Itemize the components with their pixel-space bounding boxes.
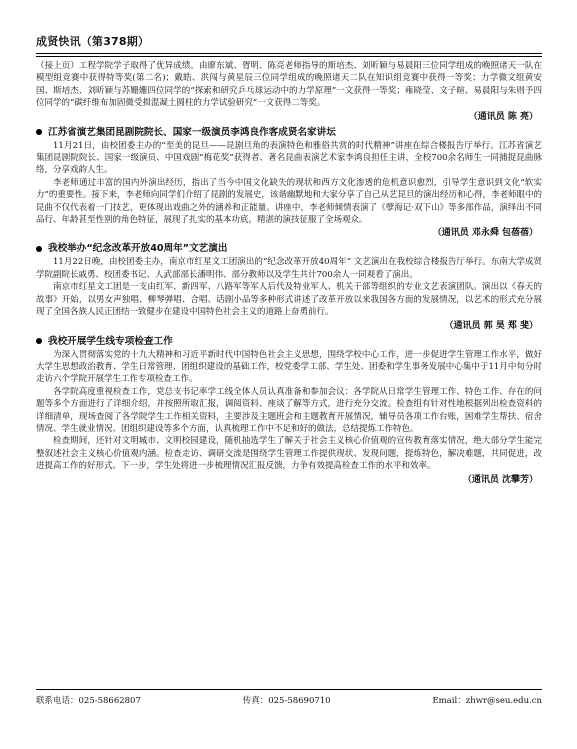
article-heading bbox=[36, 126, 542, 139]
byline: （通讯员 陈 亮） bbox=[468, 111, 538, 122]
article-paragraph: 11月22日晚，由校团委主办，南京市红星文工团演出的“纪念改革开放40周年” 文艺演出在我校综合楼报告厅举行。东南大学成贤学院副院长戚勇、校团委书记、人武部部长潘明伟、部分教师以及学生共计700余人一同观看了演出。 bbox=[36, 257, 542, 280]
footer-rule bbox=[36, 689, 542, 690]
article-heading bbox=[36, 242, 542, 255]
header-rule-thin bbox=[36, 56, 542, 57]
header-rule bbox=[36, 53, 542, 54]
newsletter-body bbox=[36, 60, 542, 489]
article-heading bbox=[36, 335, 542, 348]
byline: （通讯员 郭 昊 郑 斐） bbox=[444, 320, 538, 331]
bullet-icon bbox=[36, 246, 42, 252]
footer bbox=[36, 694, 542, 706]
article-paragraph: 检查期间，还针对文明城市、文明校园建设，随机抽选学生了解关于社会主义核心价值观的宣传教育落实情况，绝大部分学生能完整叙述社会主义核心价值观内涵。检查走访、调研交流是围绕学生管理工作提供现状、发现问题，提炼特色，解决难题，共同促进，改进提高工作的好形式。下一步，学生处将进一步梳理情况汇报反馈，力争有效提高检查工作的水平和效率。 bbox=[36, 436, 542, 472]
footer-fax: 传真：025-58690710 bbox=[242, 696, 331, 706]
byline: （通讯员 沈攀芳） bbox=[462, 474, 538, 485]
article-title: 我校开展学生线专项检查工作 bbox=[48, 335, 173, 347]
footer-phone: 联系电话：025-58662807 bbox=[36, 696, 141, 706]
article-paragraph: 南京市红星文工团是一支由红军、新四军、八路军等军人后代及特业军人、机关干部等组织的专业文艺表演团队。演出以《春天的故事》开始，以男女声独唱、柳琴弹唱、合唱、话剧小品等多种形式讲述了改革开放以来我国各方面的发展情况，以艺术的形式充分展现了全国各族人民正团结一致健步在建设中国特色社会主义的道路上奋勇前行。 bbox=[36, 282, 542, 318]
bullet-icon bbox=[36, 129, 42, 135]
article-title: 江苏省演艺集团昆剧院院长、国家一级演员李鸿良作客成贤名家讲坛 bbox=[48, 126, 336, 138]
article-title: 我校举办“纪念改革开放40周年”文艺演出 bbox=[48, 243, 228, 255]
bullet-icon bbox=[36, 338, 42, 344]
article-paragraph: 11月21日，由校团委主办的“至美的昆旦——昆剧旦角的表演特色和雅俗共赏的时代精神”讲座在综合楼报告厅举行。江苏省演艺集团昆剧院院长、国家一级演员、中国戏剧“梅花奖”获得者、著名昆曲表演艺术家李鸿良担任主讲，全校700余名师生一同捕捉昆曲脉络，分享戏韵人生。 bbox=[36, 140, 542, 176]
article-paragraph: 李老师通过丰富的国内外演出经历，指出了当今中国文化缺失的现状和西方文化渗透的危机意识愈烈，引导学生意识到文化“软实力”的重要性。接下来，李老师向同学们介绍了昆剧的发展史，该谐幽默地和大家分享了自己从艺昆旦的演出经历和心得，李老师眼中的昆曲不仅代表着一门技艺，更体现出戏曲之外的涵养和正能量。讲座中，李老师倾情表演了《孽海记·双下山》等多部作品，演绎出不同品行、年龄甚至性别的角色特征，展现了扎实的基本功底，精湛的演技征服了全场观众。 bbox=[36, 177, 542, 226]
masthead-title: 成贤快讯（第378期） bbox=[36, 35, 150, 48]
continued-paragraph: （接上页）工程学院学子取得了优异成绩。由廖东斌、胥明、陈亮老师指导的斯培杰、刘昕颖与易晨阳三位同学组成的晚照诸天一队在模型组竞赛中获得特等奖(第二名)；戴皓、洪闯与黄星辰三位同学组成的晚照诸天二队在知识组竞赛中获得一等奖；力学微文组黄安国、斯培杰、刘昕颖与苏姗姗四位同学的“探索和研究乒乓球运动中的力学原理”一文获得一等奖；雍晓莹、文子暄、易晨阳与朱则予四位同学的“碳纤维布加固微受损混凝土圆柱的力学试验研究”一文获得二等奖。 bbox=[36, 61, 542, 109]
article-paragraph: 为深入贯彻落实党的十九大精神和习近平新时代中国特色社会主义思想，围绕学校中心工作，进一步促进学生管理工作水平，做好大学生思想政治教育、学生日常管理、团组织建设的基础工作，校党委学工部、学生处、团委和学生事务发展中心集中于11月中旬分时走访六个学院开展学生工作专项检查工作。 bbox=[36, 349, 542, 385]
article-paragraph: 各学院高度重视检查工作，党总支书记率学工线全体人员认真准备和参加会议：各学院从日常学生管理工作、特色工作、存在的问题等多个方面进行了详细介绍，并按照所取汇报，调阅资料、座谈了解等方式，进行充分交流。检查组有针对性地根据列出检查资料的详细清单，现场查阅了各学院学生工作相关资料，主要涉及主题班会和主题教育开展情况，辅导员各项工作台账，困难学生帮扶、宿舍情况、学生就业情况、团组织建设等多个方面，认真梳理工作中不足和好的做法，总结提炼工作特色。 bbox=[36, 386, 542, 434]
footer-email: Email：zhwr@seu.edu.cn bbox=[432, 696, 542, 706]
byline: （通讯员 邓永舜 包蓓蓓） bbox=[432, 228, 538, 239]
